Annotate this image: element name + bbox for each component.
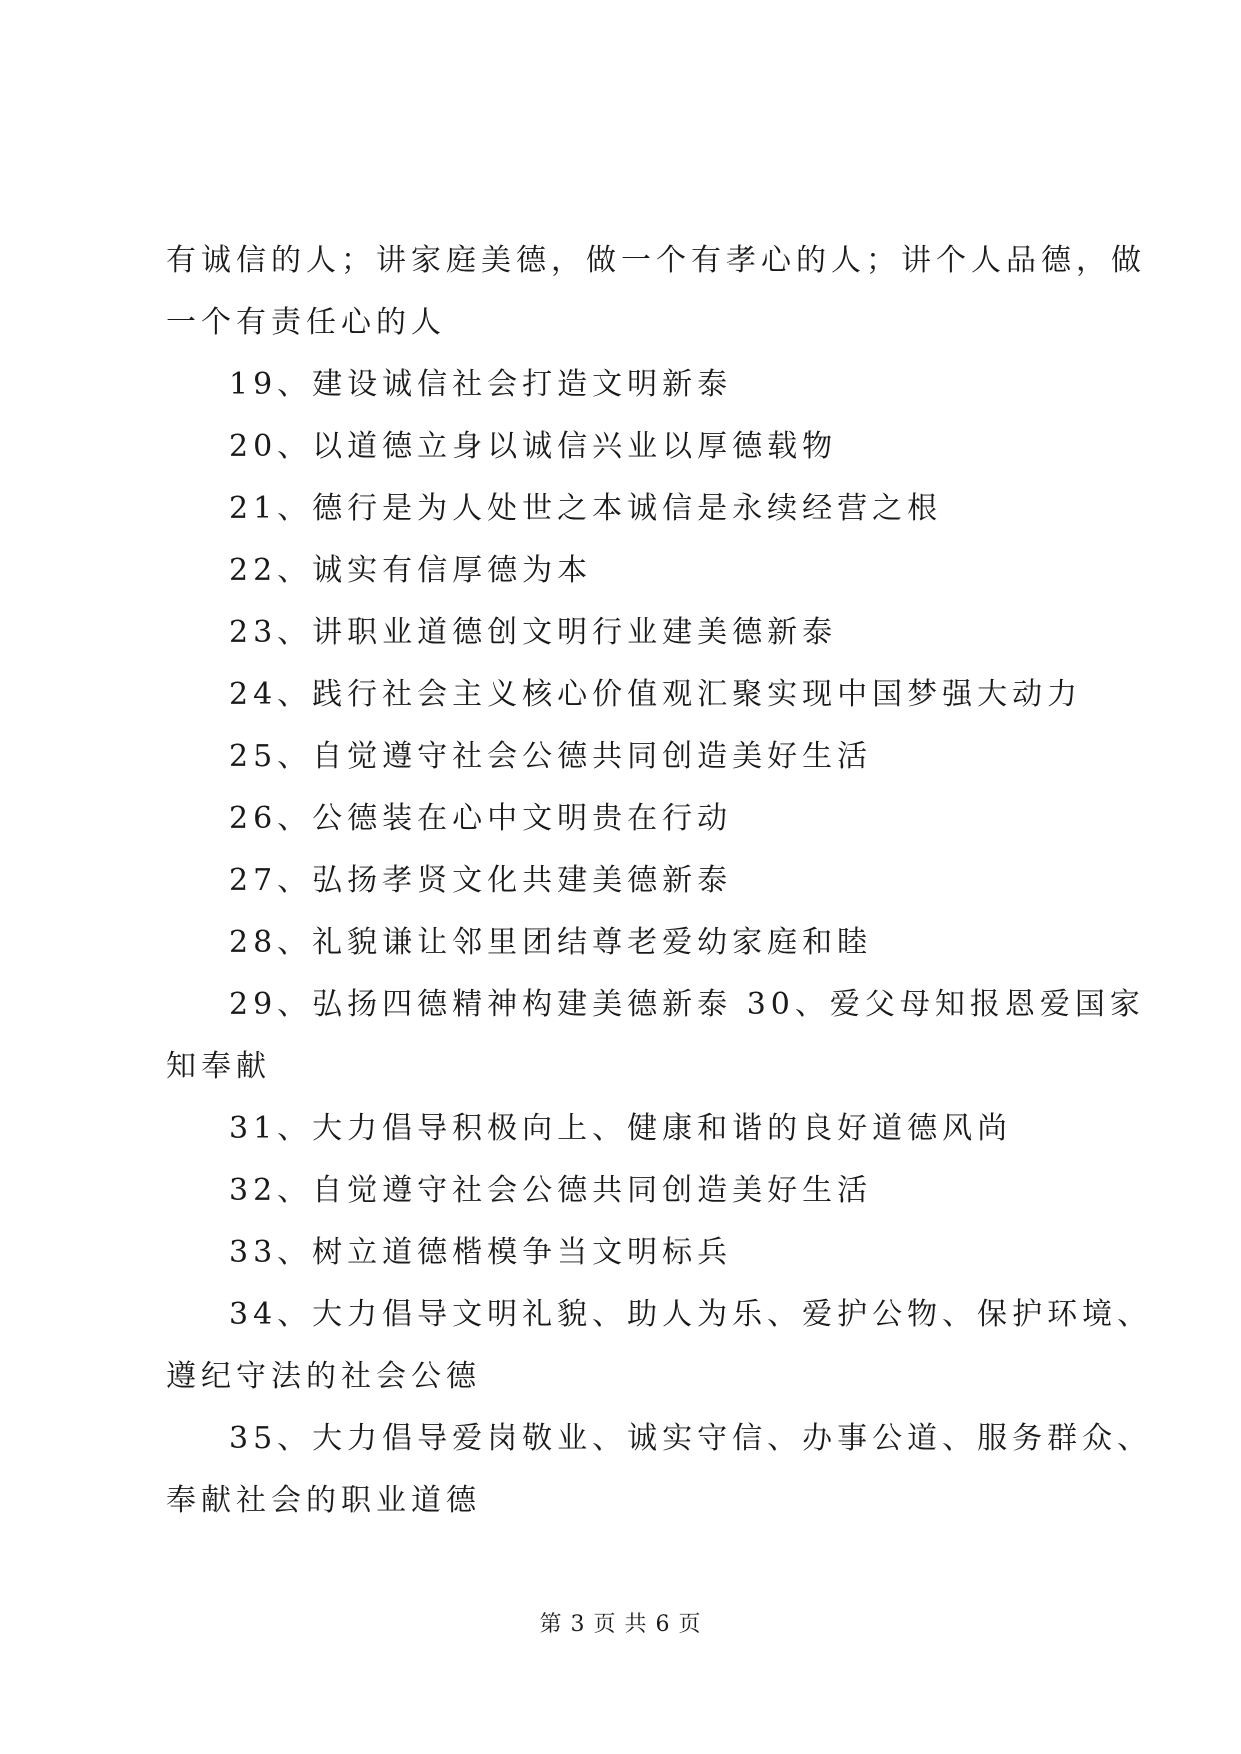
slogan-item: 28、礼貌谦让邻里团结尊老爱幼家庭和睦 bbox=[229, 925, 873, 960]
text-line: 奉献社会的职业道德 bbox=[166, 1483, 481, 1518]
slogan-item: 25、自觉遵守社会公德共同创造美好生活 bbox=[229, 739, 873, 774]
slogan-item: 22、诚实有信厚德为本 bbox=[229, 553, 593, 588]
slogan-item: 20、以道德立身以诚信兴业以厚德载物 bbox=[229, 429, 838, 464]
slogan-item: 26、公德装在心中文明贵在行动 bbox=[229, 801, 733, 836]
slogan-item: 32、自觉遵守社会公德共同创造美好生活 bbox=[229, 1173, 873, 1208]
text-line: 有诚信的人；讲家庭美德，做一个有孝心的人；讲个人品德，做 bbox=[166, 243, 1146, 278]
slogan-item: 34、大力倡导文明礼貌、助人为乐、爱护公物、保护环境、 bbox=[229, 1297, 1153, 1332]
slogan-item: 31、大力倡导积极向上、健康和谐的良好道德风尚 bbox=[229, 1111, 1013, 1146]
page-number-footer: 第 3 页 共 6 页 bbox=[539, 1612, 702, 1637]
slogan-item: 29、弘扬四德精神构建美德新泰 30、爱父母知报恩爱国家 bbox=[229, 987, 1145, 1022]
slogan-item: 24、践行社会主义核心价值观汇聚实现中国梦强大动力 bbox=[229, 677, 1083, 712]
slogan-item: 35、大力倡导爱岗敬业、诚实守信、办事公道、服务群众、 bbox=[229, 1421, 1153, 1456]
document-body bbox=[166, 230, 1153, 1532]
text-line: 知奉献 bbox=[166, 1049, 271, 1084]
slogan-item: 21、德行是为人处世之本诚信是永续经营之根 bbox=[229, 491, 943, 526]
text-line: 一个有责任心的人 bbox=[166, 305, 446, 340]
slogan-item: 27、弘扬孝贤文化共建美德新泰 bbox=[229, 863, 733, 898]
slogan-item: 33、树立道德楷模争当文明标兵 bbox=[229, 1235, 733, 1270]
text-line: 遵纪守法的社会公德 bbox=[166, 1359, 481, 1394]
slogan-item: 23、讲职业道德创文明行业建美德新泰 bbox=[229, 615, 838, 650]
slogan-item: 19、建设诚信社会打造文明新泰 bbox=[229, 367, 733, 402]
